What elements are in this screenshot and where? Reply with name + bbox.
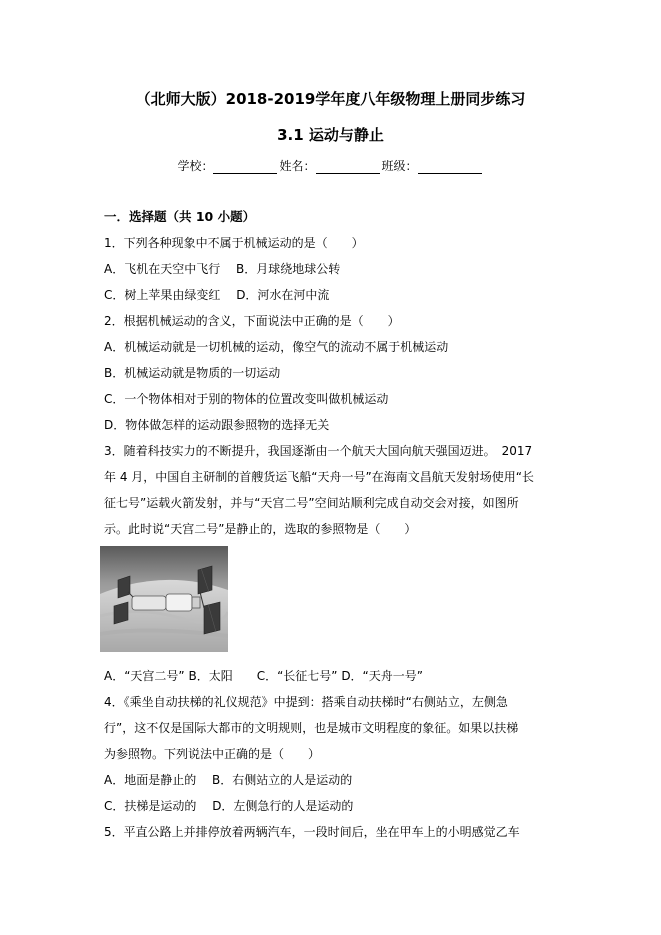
class-label: 班级： bbox=[381, 159, 418, 173]
spacecraft-illustration bbox=[100, 546, 228, 652]
school-label: 学校： bbox=[177, 159, 214, 173]
q1-options-ab: A．飞机在天空中飞行 B．月球绕地球公转 bbox=[104, 262, 341, 276]
q1-options-cd: C．树上苹果由绿变红 D．河水在河中流 bbox=[104, 288, 330, 302]
spacecraft-docking-image bbox=[100, 546, 228, 652]
q4-options-ab: A．地面是静止的 B．右侧站立的人是运动的 bbox=[104, 773, 353, 787]
q2-option-d: D．物体做怎样的运动跟参照物的选择无关 bbox=[104, 418, 330, 432]
q5-line-1: 5．平直公路上并排停放着两辆汽车，一段时间后，坐在甲车上的小明感觉乙车 bbox=[104, 825, 520, 839]
document-subtitle: 3.1 运动与静止 bbox=[277, 126, 384, 144]
q1-stem: 1．下列各种现象中不属于机械运动的是（ ） bbox=[104, 236, 364, 250]
q3-line-3: 征七号”运载火箭发射，并与“天宫二号”空间站顺利完成自动交会对接，如图所 bbox=[104, 496, 519, 510]
section-heading: 一．选择题（共 10 小题） bbox=[104, 209, 256, 224]
class-blank[interactable] bbox=[418, 161, 482, 174]
name-blank[interactable] bbox=[316, 161, 380, 174]
q4-options-cd: C．扶梯是运动的 D．左侧急行的人是运动的 bbox=[104, 799, 354, 813]
document-title: （北师大版）2018-2019学年度八年级物理上册同步练习 bbox=[135, 90, 526, 108]
q2-option-a: A．机械运动就是一切机械的运动，像空气的流动不属于机械运动 bbox=[104, 340, 449, 354]
q3-line-2: 年 4 月，中国自主研制的首艘货运飞船“天舟一号”在海南文昌航天发射场使用“长 bbox=[104, 470, 534, 484]
q2-option-b: B．机械运动就是物质的一切运动 bbox=[104, 366, 281, 380]
student-info-line bbox=[0, 157, 661, 174]
school-blank[interactable] bbox=[213, 161, 277, 174]
q2-stem: 2．根据机械运动的含义，下面说法中正确的是（ ） bbox=[104, 314, 400, 328]
name-label: 姓名： bbox=[279, 159, 316, 173]
q4-line-3: 为参照物。下列说法中正确的是（ ） bbox=[104, 747, 321, 761]
q3-line-4: 示。此时说“天宫二号”是静止的，选取的参照物是（ ） bbox=[104, 522, 417, 536]
q4-line-2: 行”，这不仅是国际大都市的文明规则，也是城市文明程度的象征。如果以扶梯 bbox=[104, 721, 519, 735]
q4-line-1: 4．《乘坐自动扶梯的礼仪规范》中提到：搭乘自动扶梯时“右侧站立，左侧急 bbox=[104, 695, 508, 709]
q3-options: A．“天宫二号” B．太阳 C．“长征七号” D．“天舟一号” bbox=[104, 669, 423, 683]
q3-line-1: 3．随着科技实力的不断提升，我国逐渐由一个航天大国向航天强国迈进。 2017 bbox=[104, 444, 533, 458]
q2-option-c: C．一个物体相对于别的物体的位置改变叫做机械运动 bbox=[104, 392, 389, 406]
